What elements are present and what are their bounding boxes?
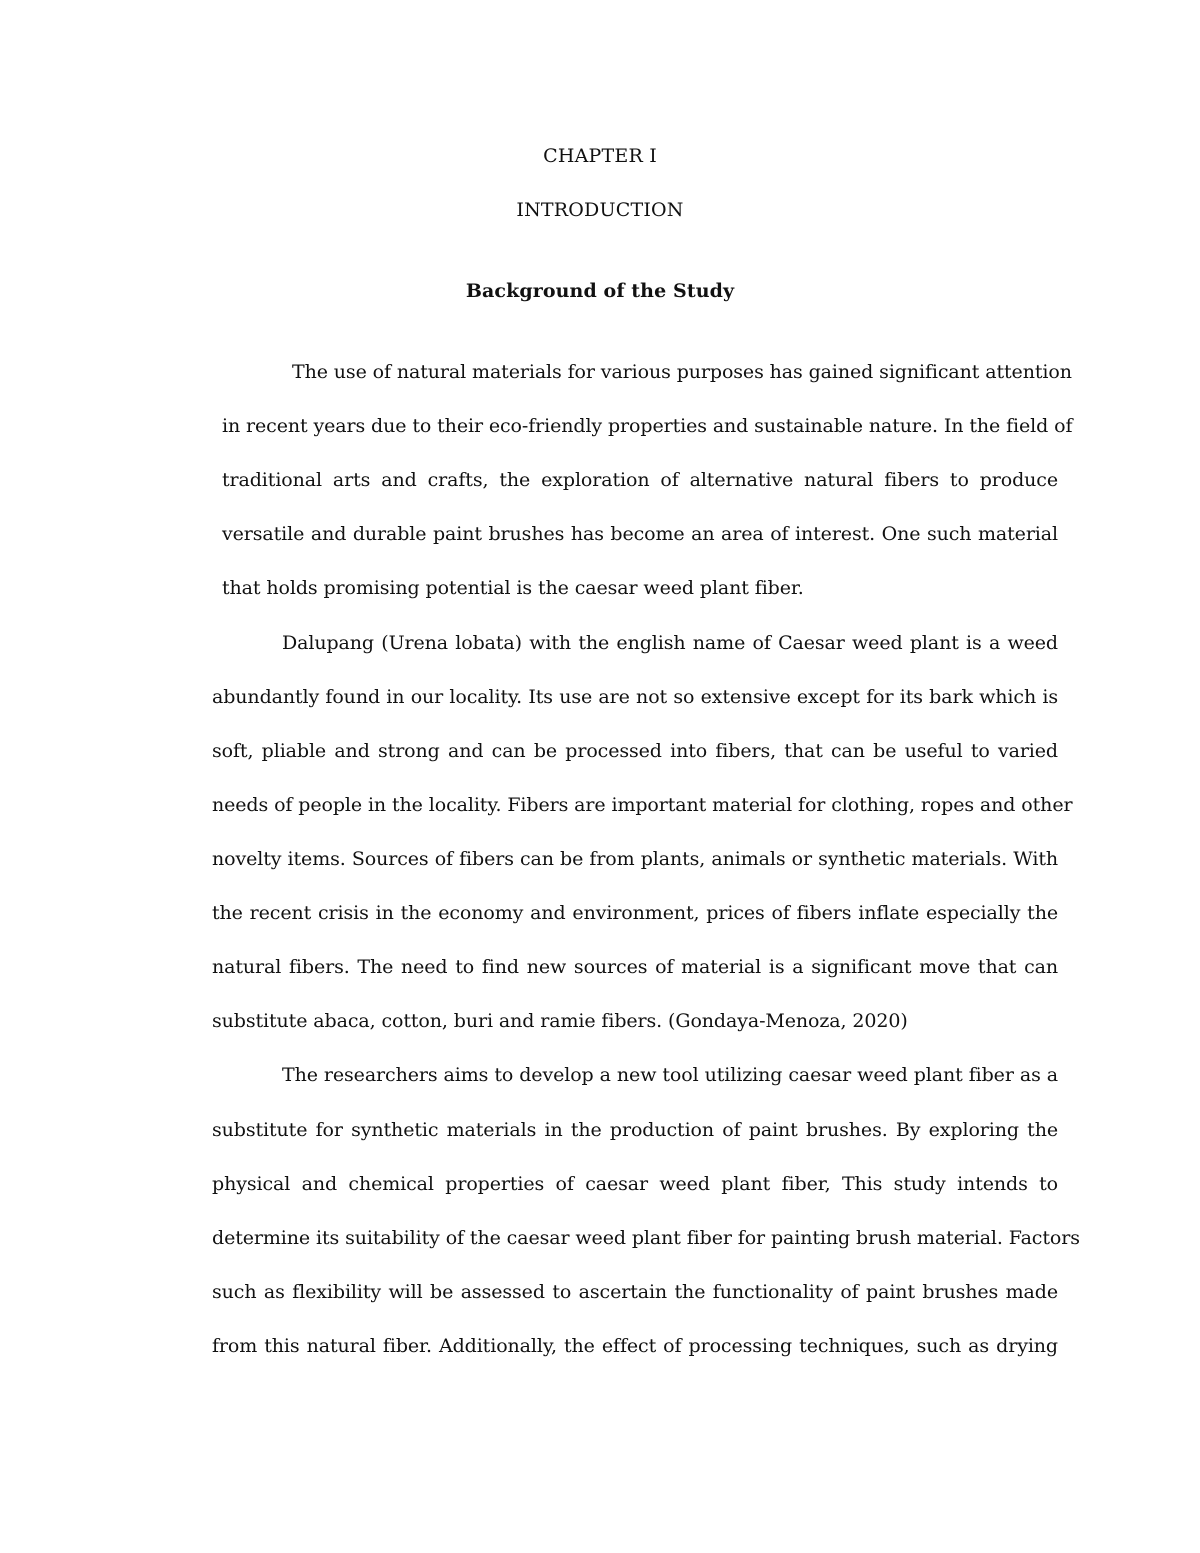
section-heading: Background of the Study: [465, 280, 735, 302]
paragraph-line: that holds promising potential is the caesar weed plant fiber.: [222, 577, 804, 599]
paragraph-line: in recent years due to their eco-friendly properties and sustainable nature. In the field of: [222, 415, 1073, 437]
paragraph-line: natural fibers. The need to find new sources of material is a significant move that can: [212, 956, 1058, 978]
paragraph-line: traditional arts and crafts, the exploration of alternative natural fibers to produce: [222, 469, 1058, 491]
paragraph-line: from this natural fiber. Additionally, the effect of processing techniques, such as drying: [212, 1335, 1058, 1357]
paragraph-line: substitute abaca, cotton, buri and ramie fibers. (Gondaya-Menoza, 2020): [212, 1010, 908, 1032]
paragraph-line: The researchers aims to develop a new tool utilizing caesar weed plant fiber as a: [282, 1064, 1058, 1086]
paragraph-line: versatile and durable paint brushes has become an area of interest. One such material: [222, 523, 1058, 545]
paragraph-line: substitute for synthetic materials in the production of paint brushes. By exploring the: [212, 1119, 1058, 1141]
paragraph-line: abundantly found in our locality. Its use are not so extensive except for its bark which is: [212, 686, 1058, 708]
chapter-title: INTRODUCTION: [516, 199, 684, 221]
paragraph-line: The use of natural materials for various purposes has gained significant attention: [292, 361, 1072, 383]
paragraph-line: novelty items. Sources of fibers can be from plants, animals or synthetic materials. With: [212, 848, 1058, 870]
chapter-number: CHAPTER I: [543, 145, 657, 167]
paragraph-line: soft, pliable and strong and can be processed into fibers, that can be useful to varied: [212, 740, 1058, 762]
paragraph-line: Dalupang (Urena lobata) with the english name of Caesar weed plant is a weed: [282, 632, 1058, 654]
paragraph-line: determine its suitability of the caesar weed plant fiber for painting brush material. Factors: [212, 1227, 1080, 1249]
paragraph-line: the recent crisis in the economy and environment, prices of fibers inflate especially the: [212, 902, 1058, 924]
paragraph-line: such as flexibility will be assessed to ascertain the functionality of paint brushes made: [212, 1281, 1058, 1303]
paragraph-line: physical and chemical properties of caesar weed plant fiber, This study intends to: [212, 1173, 1058, 1195]
paragraph-line: needs of people in the locality. Fibers are important material for clothing, ropes and other: [212, 794, 1073, 816]
